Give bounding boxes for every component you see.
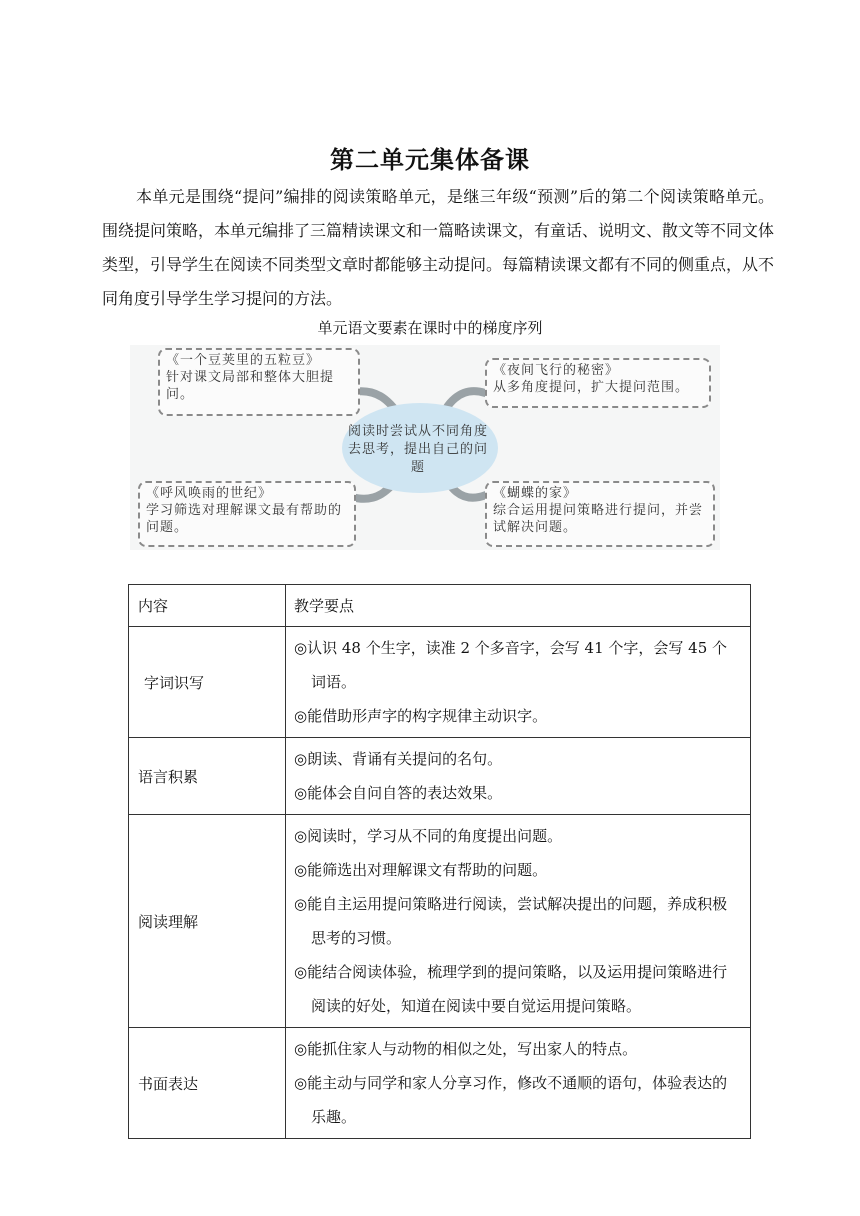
row-label-text: 字词识写 bbox=[144, 673, 205, 692]
mind-map-diagram bbox=[130, 345, 720, 550]
point-item: ◎能借助形声字的构字规律主动识字。 bbox=[294, 707, 548, 725]
node-title: 《夜间飞行的秘密》 bbox=[493, 363, 620, 378]
table-row bbox=[129, 1028, 751, 1139]
node-text: 学习筛选对理解课文最有帮助的问题。 bbox=[146, 503, 343, 535]
node-text: 针对课文局部和整体大胆提问。 bbox=[166, 370, 335, 402]
node-bottom-left bbox=[138, 481, 356, 547]
node-title: 《呼风唤雨的世纪》 bbox=[146, 486, 273, 501]
node-top-left bbox=[158, 348, 360, 416]
row-label: 阅读理解 bbox=[129, 815, 286, 1028]
point-item: ◎能抓住家人与动物的相似之处，写出家人的特点。 bbox=[294, 1040, 638, 1058]
node-text: 综合运用提问策略进行提问，并尝试解决问题。 bbox=[493, 503, 704, 535]
diagram-caption: 单元语文要素在课时中的梯度序列 bbox=[317, 319, 543, 337]
row-points bbox=[286, 1028, 751, 1139]
row-label: 书面表达 bbox=[129, 1028, 286, 1139]
point-item: ◎能结合阅读体验，梳理学到的提问策略，以及运用提问策略进行阅读的好处，知道在阅读中要自觉运用提问策略。 bbox=[294, 963, 728, 1015]
intro-paragraph: 本单元是围绕“提问”编排的阅读策略单元，是继三年级“预测”后的第二个阅读策略单元。围绕提问策略，本单元编排了三篇精读课文和一篇略读课文，有童话、说明文、散文等不同文体类型，引导学生在阅读不同类型文章时都能够主动提问。每篇精读课文都有不同的侧重点，从不同角度引导学生学习提问的方法。 bbox=[102, 187, 775, 308]
point-item: ◎能主动与同学和家人分享习作，修改不通顺的语句，体验表达的乐趣。 bbox=[294, 1074, 728, 1126]
row-label bbox=[129, 627, 286, 738]
table-header-cell: 教学要点 bbox=[286, 585, 751, 627]
node-title: 《蝴蝶的家》 bbox=[493, 486, 578, 501]
point-item: ◎能筛选出对理解课文有帮助的问题。 bbox=[294, 861, 548, 879]
node-title: 《一个豆荚里的五粒豆》 bbox=[166, 353, 321, 368]
center-node: 阅读时尝试从不同角度去思考，提出自己的问题 bbox=[348, 424, 489, 475]
table-row bbox=[129, 627, 751, 738]
row-label: 语言积累 bbox=[129, 738, 286, 815]
row-points bbox=[286, 738, 751, 815]
page-title: 第二单元集体备课 bbox=[330, 146, 530, 174]
point-item: ◎能自主运用提问策略进行阅读，尝试解决提出的问题，养成积极思考的习惯。 bbox=[294, 895, 728, 947]
teaching-points-table bbox=[128, 584, 751, 1139]
table-row bbox=[129, 738, 751, 815]
point-item: ◎阅读时，学习从不同的角度提出问题。 bbox=[294, 827, 563, 845]
node-bottom-right bbox=[485, 481, 715, 547]
table-row bbox=[129, 815, 751, 1028]
node-top-right bbox=[485, 358, 711, 408]
point-item: ◎能体会自问自答的表达效果。 bbox=[294, 784, 503, 802]
table-header-row bbox=[129, 585, 751, 627]
row-points bbox=[286, 627, 751, 738]
table-header-cell: 内容 bbox=[129, 585, 286, 627]
node-text: 从多角度提问，扩大提问范围。 bbox=[493, 380, 690, 395]
point-item: ◎认识 48 个生字，读准 2 个多音字，会写 41 个字，会写 45 个词语。 bbox=[294, 639, 728, 691]
row-points bbox=[286, 815, 751, 1028]
point-item: ◎朗读、背诵有关提问的名句。 bbox=[294, 750, 503, 768]
